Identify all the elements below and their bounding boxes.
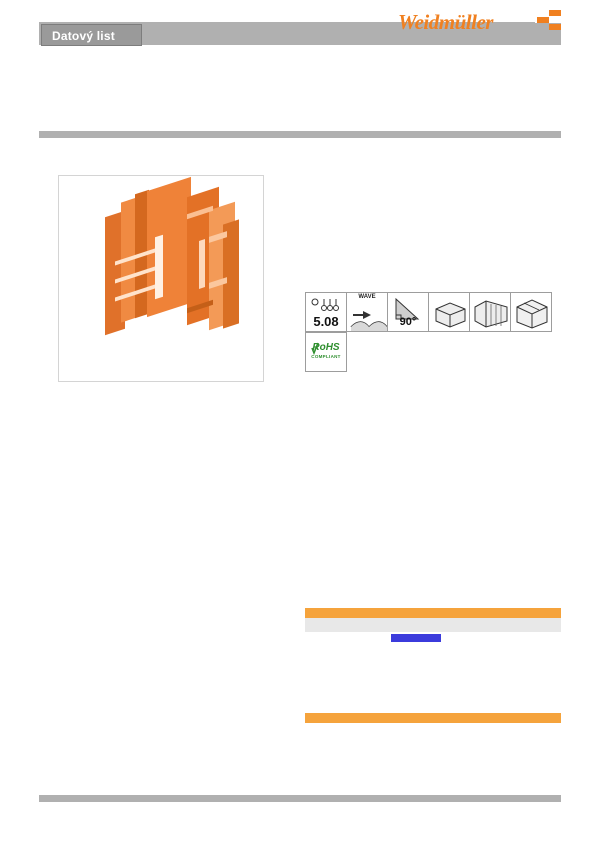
compliance-row: [305, 332, 347, 372]
pitch-icon: [305, 292, 347, 332]
rohs-icon: [305, 332, 347, 372]
pictogram-row: [305, 292, 551, 332]
brand-logo-text: Weidmüller: [398, 10, 493, 34]
approvals-table-header: [305, 713, 561, 723]
packaging-box-icon: [510, 292, 552, 332]
header-divider: [39, 131, 561, 138]
pitch-value: 5.08: [313, 314, 339, 329]
download-link[interactable]: [391, 634, 441, 642]
stackable-icon: [469, 292, 511, 332]
header-tab-label: Datový list: [52, 29, 115, 43]
brand-logo: [398, 8, 561, 34]
angle-icon: [387, 292, 429, 332]
downloads-table-row: [305, 618, 561, 632]
wave-solder-icon: [346, 292, 388, 332]
rohs-label: RoHS: [312, 342, 340, 353]
downloads-table-header: [305, 608, 561, 618]
wave-caption: WAVE: [358, 294, 376, 300]
header-tab: [41, 24, 142, 46]
pcb-terminal-icon: [428, 292, 470, 332]
product-illustration: [59, 176, 264, 382]
angle-value: 90°: [399, 316, 417, 328]
brand-logo-mark: [535, 10, 561, 30]
footer-divider: [39, 795, 561, 802]
rohs-sublabel: COMPLIANT: [311, 354, 341, 359]
product-image: [58, 175, 264, 382]
